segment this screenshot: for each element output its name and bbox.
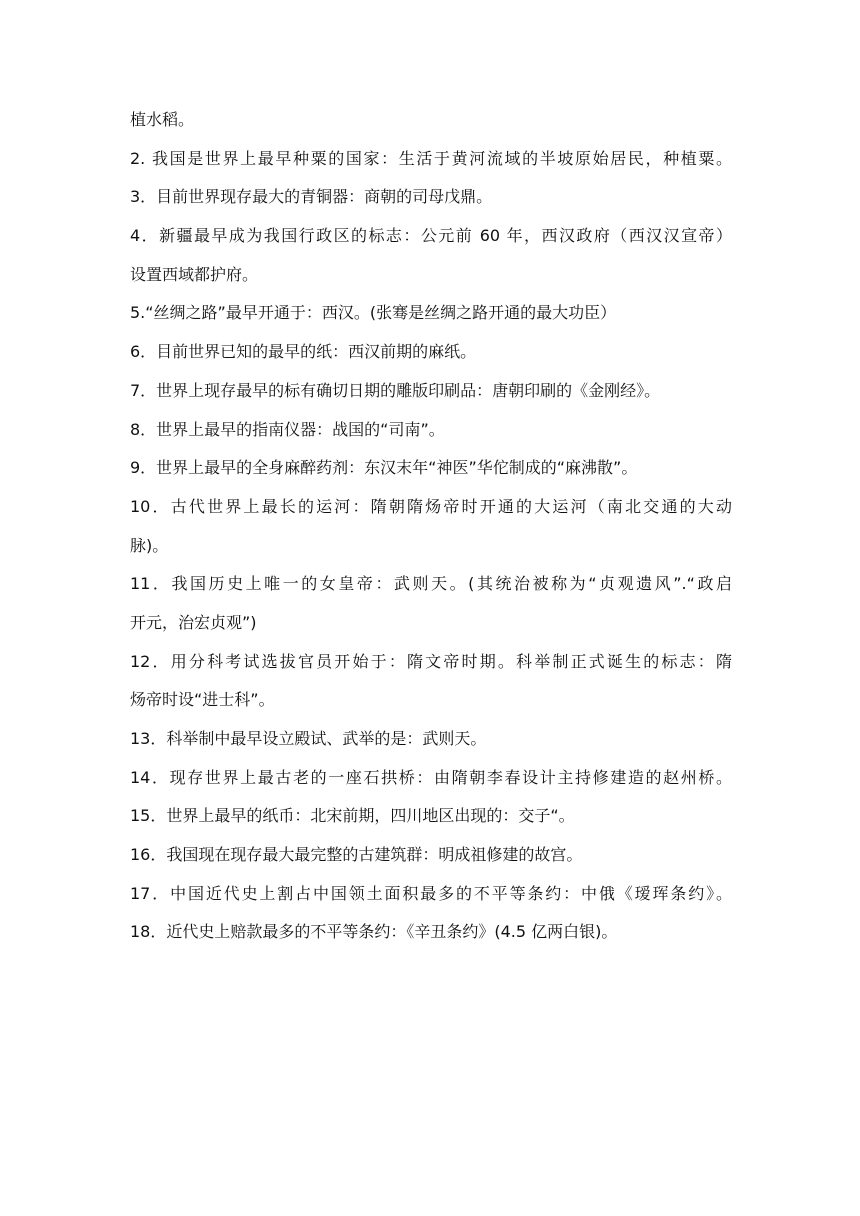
text-line-7: 6．目前世界已知的最早的纸：西汉前期的麻纸。 <box>130 342 477 362</box>
text-line-20: 16．我国现在现存最大最完整的古建筑群：明成祖修建的故宫。 <box>130 845 583 865</box>
text-line-9: 8．世界上最早的指南仪器：战国的“司南”。 <box>130 419 445 439</box>
text-line-16: 炀帝时设“进士科”。 <box>130 690 275 710</box>
text-line-8: 7．世界上现存最早的标有确切日期的雕版印刷品：唐朝印刷的《金刚经》。 <box>130 380 661 400</box>
text-line-11: 10．古代世界上最长的运河：隋朝隋炀帝时开通的大运河（南北交通的大动 <box>130 496 732 516</box>
text-line-19: 15．世界上最早的纸币：北宋前期，四川地区出现的：交子“。 <box>130 806 575 826</box>
text-line-22: 18．近代史上赔款最多的不平等条约：《辛丑条约》(4.5 亿两白银)。 <box>130 922 618 942</box>
text-line-21: 17．中国近代史上割占中国领土面积最多的不平等条约：中俄《瑷珲条约》。 <box>130 883 732 903</box>
text-line-17: 13．科举制中最早设立殿试、武举的是：武则天。 <box>130 729 487 748</box>
text-line-5: 设置西域都护府。 <box>130 264 259 284</box>
text-line-4: 4．新疆最早成为我国行政区的标志：公元前 60 年，西汉政府（西汉汉宣帝） <box>130 226 732 246</box>
text-line-6: 5.“丝绸之路”最早开通于：西汉。(张骞是丝绸之路开通的最大功臣） <box>130 303 617 323</box>
text-line-13: 11．我国历史上唯一的女皇帝：武则天。(其统治被称为“贞观遗风”.“政启 <box>130 574 732 594</box>
text-line-15: 12．用分科考试选拔官员开始于：隋文帝时期。科举制正式诞生的标志：隋 <box>130 651 732 671</box>
text-line-3: 3．目前世界现存最大的青铜器：商朝的司母戊鼎。 <box>130 187 493 207</box>
text-line-14: 开元，治宏贞观”) <box>130 612 257 632</box>
text-line-12: 脉)。 <box>130 535 169 555</box>
text-line-10: 9．世界上最早的全身麻醉药剂：东汉末年“神医”华佗制成的“麻沸散”。 <box>130 458 638 478</box>
text-line-2: 2. 我国是世界上最早种粟的国家：生活于黄河流域的半坡原始居民，种植粟。 <box>130 148 732 168</box>
text-line-18: 14．现存世界上最古老的一座石拱桥：由隋朝李春设计主持修建造的赵州桥。 <box>130 767 732 787</box>
document-body <box>130 110 732 961</box>
text-line-1: 植水稻。 <box>130 110 195 129</box>
